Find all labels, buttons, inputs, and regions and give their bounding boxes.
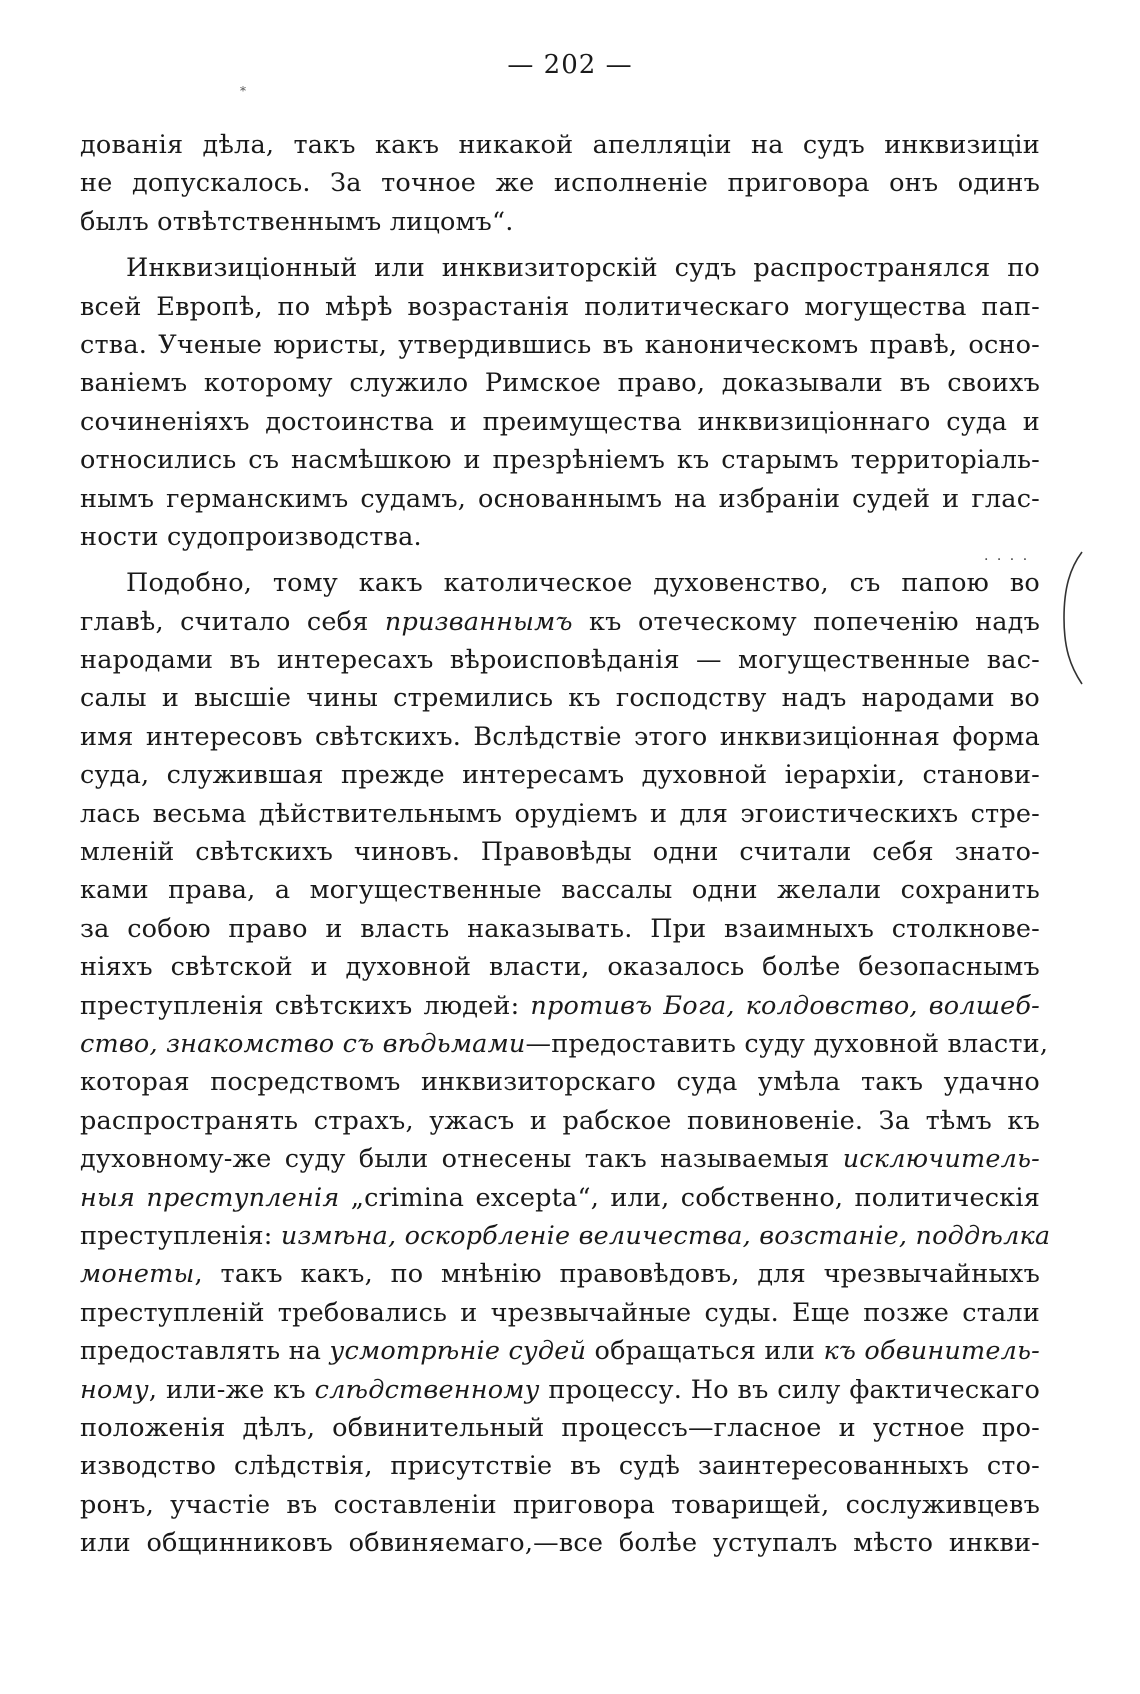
paragraph-gap: [80, 556, 1040, 564]
text-span: ками права, а могущественные вассалы одни желали сохранить: [80, 875, 1040, 906]
italic-text: ство, знакомство съ вѣдьмами: [80, 1028, 526, 1059]
text-line: [80, 1102, 1040, 1140]
text-span: или общинниковъ обвиняемаго,—все болѣе уступалъ мѣсто инкви-: [80, 1528, 1040, 1559]
text-line: [80, 1063, 1040, 1101]
text-span: , или-же къ: [148, 1374, 315, 1405]
italic-text: призваннымъ: [384, 606, 573, 637]
text-span: , такъ какъ, по мнѣнію правовѣдовъ, для чрезвычайныхъ: [194, 1259, 1040, 1290]
text-line: [80, 833, 1040, 871]
text-line: [80, 203, 1040, 241]
italic-text: усмотрѣніе судей: [329, 1336, 587, 1367]
text-line: [80, 1371, 1040, 1409]
text-span: относились съ насмѣшкою и презрѣніемъ къ старымъ территоріаль-: [80, 445, 1040, 476]
text-span: Инквизиціонный или инквизиторскій судъ распространялся по: [126, 253, 1040, 284]
text-line: [80, 641, 1040, 679]
text-span: положенія дѣлъ, обвинительный процессъ—гласное и устное про-: [80, 1412, 1040, 1443]
text-span: мленій свѣтскихъ чиновъ. Правовѣды одни считали себя знато-: [80, 837, 1040, 868]
ink-speck: *: [240, 84, 246, 98]
text-line: [80, 364, 1040, 402]
text-span: салы и высшіе чины стремились къ господству надъ народами во: [80, 683, 1040, 714]
text-line: [80, 441, 1040, 479]
text-line: [80, 1217, 1051, 1255]
text-line: [80, 910, 1040, 948]
text-line: [80, 564, 1040, 602]
text-span: „crimina excepta“, или, собственно, политическія: [339, 1182, 1041, 1213]
italic-text: противъ Бога, колдовство, волшеб-: [530, 990, 1040, 1021]
text-line: [80, 1332, 1040, 1370]
italic-text: къ обвинитель-: [823, 1336, 1040, 1367]
italic-text: ныя преступленія: [80, 1182, 340, 1213]
text-span: духовному-же суду были отнесены такъ называемыя: [80, 1144, 843, 1175]
text-line: [80, 326, 1040, 364]
text-line: [80, 288, 1040, 326]
text-span: преступленій требовались и чрезвычайные суды. Еще позже стали: [80, 1297, 1040, 1328]
text-line: [80, 1486, 1040, 1524]
italic-text: измѣна, оскорбленіе величества, возстаніе, поддѣлка: [280, 1220, 1051, 1251]
text-line: [80, 403, 1040, 441]
text-line: [80, 126, 1040, 164]
text-line: [80, 603, 1040, 641]
text-span: Подобно, тому какъ католическое духовенство, съ папою во: [126, 568, 1040, 599]
text-span: не допускалось. За точное же исполненіе приговора онъ одинъ: [80, 168, 1040, 199]
text-line: [80, 480, 1040, 518]
paragraph-gap: [80, 241, 1040, 249]
text-span: былъ отвѣтственнымъ лицомъ“.: [80, 206, 514, 237]
text-span: ства. Ученые юристы, утвердившись въ каноническомъ правѣ, осно-: [80, 329, 1040, 360]
italic-text: слѣдственному: [314, 1374, 540, 1405]
text-span: обращаться или: [586, 1336, 824, 1367]
text-span: имя интересовъ свѣтскихъ. Вслѣдствіе этого инквизиціонная форма: [80, 721, 1040, 752]
text-line: [80, 1409, 1040, 1447]
text-span: изводство слѣдствія, присутствіе въ судѣ заинтересованныхъ сто-: [80, 1451, 1040, 1482]
text-line: [80, 756, 1040, 794]
italic-text: монеты: [80, 1259, 195, 1290]
text-line: [80, 1140, 1040, 1178]
italic-text: ному: [80, 1374, 149, 1405]
text-span: главѣ, считало себя: [80, 606, 385, 637]
margin-dots: · · · ·: [984, 552, 1030, 568]
italic-text: исключитель-: [842, 1144, 1040, 1175]
text-line: [80, 164, 1040, 202]
text-line: [80, 1255, 1040, 1293]
text-span: всей Европѣ, по мѣрѣ возрастанія политическаго могущества пап-: [80, 291, 1040, 322]
text-line: [80, 718, 1040, 756]
text-line: [80, 795, 1040, 833]
text-span: народами въ интересахъ вѣроисповѣданія — могущественные вас-: [80, 645, 1040, 676]
text-span: процессу. Но въ силу фактическаго: [539, 1374, 1041, 1405]
text-span: нымъ германскимъ судамъ, основаннымъ на избраніи судей и глас-: [80, 483, 1040, 514]
text-span: къ отеческому попеченію надъ: [572, 606, 1041, 637]
text-span: суда, служившая прежде интересамъ духовной іерархіи, станови-: [80, 760, 1040, 791]
text-span: ности судопроизводства.: [80, 521, 422, 552]
text-line: [80, 518, 1040, 556]
text-span: ніяхъ свѣтской и духовной власти, оказалось болѣе безопаснымъ: [80, 952, 1040, 983]
text-line: [80, 1294, 1040, 1332]
text-span: преступленія свѣтскихъ людей:: [80, 990, 531, 1021]
margin-bracket-mark: [1052, 548, 1092, 688]
text-line: [80, 987, 1040, 1025]
text-line: [80, 948, 1040, 986]
text-line: [80, 1447, 1040, 1485]
text-span: преступленія:: [80, 1220, 281, 1251]
text-span: распространять страхъ, ужасъ и рабское повиновеніе. За тѣмъ къ: [80, 1105, 1040, 1136]
body-text: [80, 126, 1051, 1562]
text-span: дованія дѣла, такъ какъ никакой апелляціи на судъ инквизиціи: [80, 130, 1040, 160]
text-line: [80, 1025, 1049, 1063]
text-span: ваніемъ которому служило Римское право, доказывали въ своихъ: [80, 368, 1040, 399]
text-span: лась весьма дѣйствительнымъ орудіемъ и для эгоистическихъ стре-: [80, 798, 1040, 829]
text-line: [80, 679, 1040, 717]
text-span: предоставлять на: [80, 1336, 330, 1367]
text-line: [80, 871, 1040, 909]
text-span: —предоставить суду духовной власти,: [525, 1028, 1049, 1059]
text-span: за собою право и власть наказывать. При взаимныхъ столкнове-: [80, 913, 1040, 944]
text-line: [80, 249, 1040, 287]
text-span: ронъ, участіе въ составленіи приговора товарищей, сослуживцевъ: [80, 1489, 1040, 1520]
text-line: [80, 1179, 1040, 1217]
page-number: — 202 —: [507, 50, 633, 80]
text-span: которая посредствомъ инквизиторскаго суда умѣла такъ удачно: [80, 1067, 1040, 1098]
text-line: [80, 1524, 1040, 1562]
text-span: сочиненіяхъ достоинства и преимущества инквизиціоннаго суда и: [80, 406, 1040, 437]
